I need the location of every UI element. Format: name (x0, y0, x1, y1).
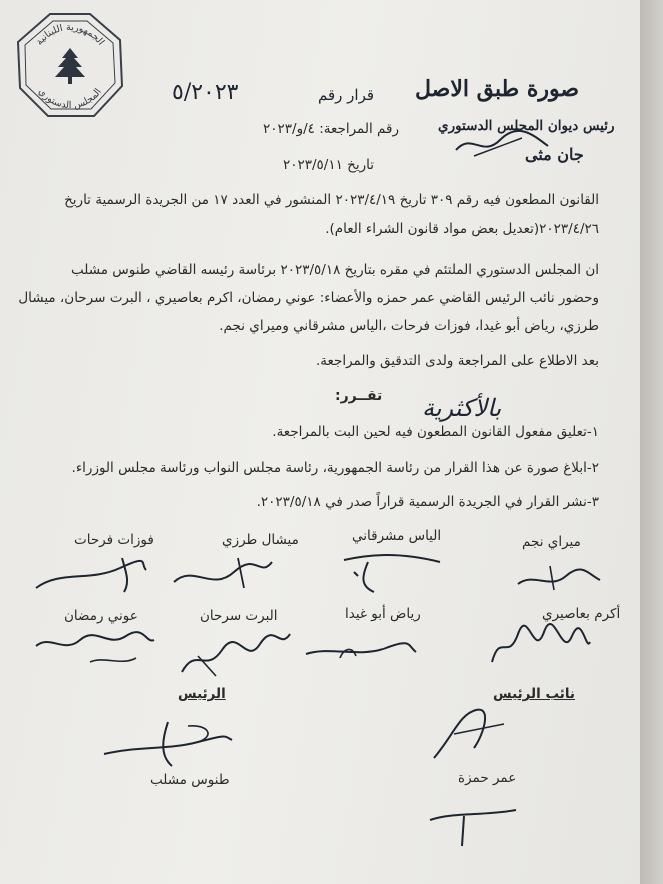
reference-number: رقم المراجعة: ٤/و/٢٠٢٣ (263, 121, 399, 137)
member-name: ميراي نجم (522, 534, 581, 550)
president-name: طنوس مشلب (150, 772, 230, 788)
body-paragraph2-line3: طرزي، رياض أبو غيدا، فوزات فرحات ،الياس مشرقاني وميراي نجم. (219, 318, 599, 334)
vice-president-signature (424, 704, 524, 764)
decision-number: ٥/٢٠٢٣ (172, 80, 239, 105)
president-signature (98, 716, 238, 772)
president-title: الرئيس (178, 686, 226, 702)
footer-initial-mark (424, 802, 524, 852)
member-signature (30, 552, 150, 596)
svg-text:المجلس الدستوري (36, 86, 104, 111)
body-paragraph2-line2: وحضور نائب الرئيس القاضي عمر حمزه والأعضاء: عوني رمضان، اكرم بعاصيري ، البرت سرحان، ميشال (18, 290, 599, 306)
member-signature (168, 552, 278, 596)
seal-bottom-text: المجلس الدستوري (36, 86, 104, 112)
office-head-signature (452, 128, 552, 162)
official-seal (14, 10, 126, 122)
decision-item-2: ٢-ابلاغ صورة عن هذا القرار من رئاسة الجمهورية، رئاسة مجلس النواب ورئاسة مجلس الوزراء. (71, 460, 599, 476)
member-name: الياس مشرقاني (352, 528, 442, 544)
member-signature (300, 628, 420, 668)
member-signature (176, 626, 296, 682)
member-name: عوني رمضان (64, 608, 138, 624)
member-name: ميشال طرزي (222, 532, 299, 548)
body-line-1: القانون المطعون فيه رقم ٣٠٩ تاريخ ٢٠٢٣/٤/١٩ المنشور في العدد ١٧ من الجريدة الرسمية تاريخ (64, 192, 599, 208)
vice-president-title: نائب الرئيس (493, 686, 575, 702)
vice-president-name: عمر حمزة (458, 770, 517, 786)
body-paragraph3: بعد الاطلاع على المراجعة ولدى التدقيق والمراجعة. (315, 353, 599, 369)
decision-date: تاريخ ٢٠٢٣/٥/١١ (283, 157, 375, 173)
decision-item-1: ١-تعليق مفعول القانون المطعون فيه لحين البت بالمراجعة. (272, 424, 599, 440)
council-office-stamp: رئيس ديوان المجلس الدستوري (438, 118, 615, 134)
member-name: رياض أبو غيدا (345, 606, 421, 622)
certified-copy-stamp: صورة طبق الاصل (415, 76, 580, 102)
signatory-name: جان مثى (525, 145, 584, 164)
member-name: فوزات فرحات (74, 532, 154, 548)
handwritten-majority: بالأكثرية (422, 394, 502, 422)
svg-text:الجمهورية اللبنانية (34, 22, 106, 48)
member-name: أكرم بعاصيري (542, 606, 621, 622)
decision-label: قرار رقم (318, 86, 375, 104)
cedar-icon (55, 48, 85, 84)
member-signature (30, 626, 160, 676)
member-signature (486, 622, 596, 670)
member-signature (514, 556, 604, 596)
seal-top-text: الجمهورية اللبنانية (33, 21, 107, 48)
page-edge-shadow (640, 0, 663, 884)
member-signature (340, 546, 450, 596)
decides-heading: تقــرر: (335, 388, 383, 404)
member-name: البرت سرحان (200, 608, 278, 624)
decision-item-3: ٣-نشر القرار في الجريدة الرسمية قراراً صدر في ٢٠٢٣/٥/١٨. (256, 494, 599, 510)
body-line-2: ٢٠٢٣/٤/٢٦(تعديل بعض مواد قانون الشراء العام). (325, 221, 599, 237)
body-paragraph2-line1: ان المجلس الدستوري الملتئم في مقره بتاريخ ٢٠٢٣/٥/١٨ برئاسة رئيسه القاضي طنوس مشلب (70, 262, 599, 278)
